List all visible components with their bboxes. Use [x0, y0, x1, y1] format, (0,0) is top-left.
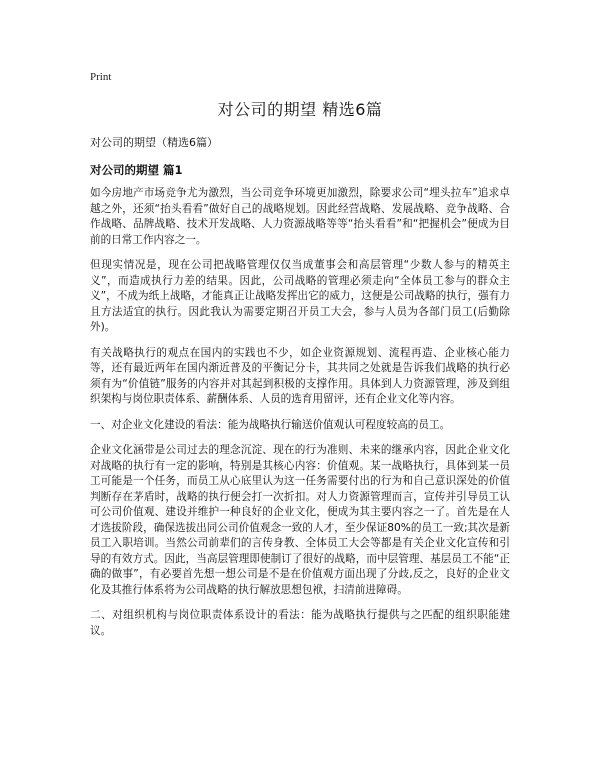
paragraph-4-heading: 一、对企业文化建设的看法：能为战略执行输送价值观认可程度较高的员工。 [90, 418, 451, 431]
paragraph-2: 但现实情况是，现在公司把战略管理仅仅当成董事会和高层管理“少数人参与的精英主义”，而造成执行力差的结果。因此，公司战略的管理必须走向“全体员工参与的群众主义”，不成为纸上战略，才能真正让战略发挥出它的威力，这便是公司战略的执行，强有力且方法适宜的执行。因此我认为需要定期召开员工大会，参与人员为各部门员工(后勤除外)。 [90, 259, 510, 333]
print-link[interactable]: Print [90, 71, 112, 83]
section-title: 对公司的期望 篇1 [90, 163, 183, 177]
paragraph-3: 有关战略执行的观点在国内的实践也不少，如企业资源规划、流程再造、企业核心能力等，还有最近两年在国内渐近普及的平衡记分卡，其共同之处就是告诉我们战略的执行必须有为“价值链”服务的内容并对其起到积极的支撑作用。具体到人力资源管理，涉及到组织架构与岗位职责体系、薪酬体系、人员的选育用留评，还有企业文化等内容。 [90, 346, 510, 405]
paragraph-1: 如今房地产市场竞争尤为激烈，当公司竞争环境更加激烈，除要求公司“埋头拉车”追求卓越之外，还须“抬头看看”做好自己的战略规划。因此经营战略、发展战略、竞争战略、合作战略、品牌战略、技术开发战略、人力资源战略等等“抬头看看”和“把握机会”便成为目前的日常工作内容之一。 [90, 187, 510, 246]
page-title: 对公司的期望 精选6篇 [217, 100, 383, 119]
document-subtitle: 对公司的期望（精选6篇） [90, 136, 218, 149]
paragraph-6-heading: 二、对组织机构与岗位职责体系设计的看法：能为战略执行提供与之匹配的组织职能建议。 [90, 609, 510, 637]
paragraph-5: 企业文化涵带是公司过去的理念沉淀、现在的行为准则、未来的继承内容，因此企业文化对战略的执行有一定的影响，特别是其核心内容：价值观。某一战略执行，具体到某一员工可能是一个任务，而员工从心底里认为这一任务需要付出的行为和自己意识深处的价值判断存在茅盾时，战略的执行便会打一次折扣。对人力资源管理而言，宣传并引导员工认可公司价值观、建设并维护一种良好的企业文化，便成为其主要内容之一了。首先是在人才选拔阶段，确保选拔出同公司价值观念一致的人才，至少保证80%的员工一致;其次是新员工入职培训。当然公司前辈们的言传身教、全体员工大会等都是有关企业文化宣传和引导的有效方式。因此，当高层管理即使制订了很好的战略，而中层管理、基层员工不能“正确的做事”，有必要首先想一想公司是不是在价值观方面出现了分歧,反之，良好的企业文化及其推行体系将为公司战略的执行解放思想包袱，扫清前进障碍。 [90, 444, 510, 596]
